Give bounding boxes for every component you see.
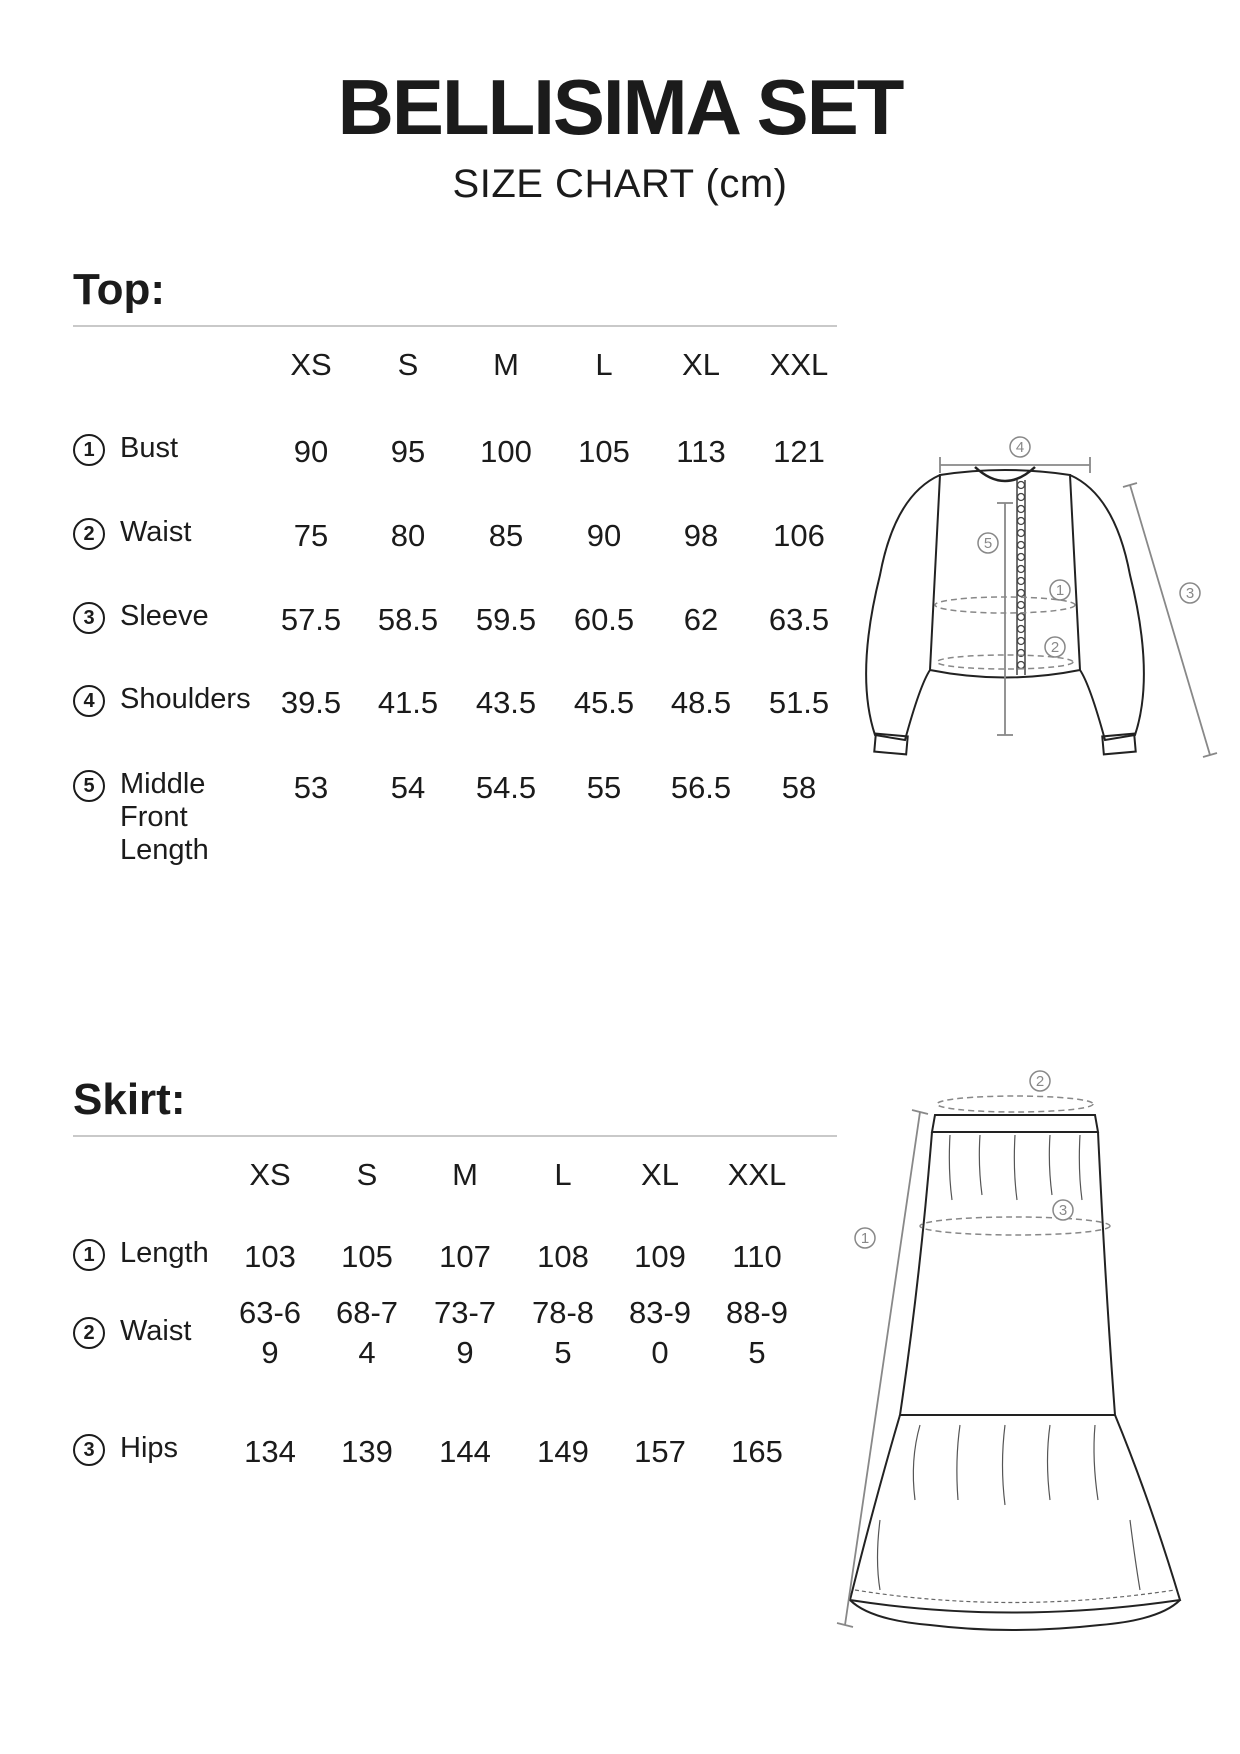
table-cell: 110 <box>732 1239 782 1274</box>
top-section-heading: Top: <box>73 265 166 314</box>
skirt-diagram <box>830 1060 1200 1650</box>
blouse-button <box>1018 494 1025 501</box>
table-cell: 134 <box>244 1434 296 1469</box>
blouse-button <box>1018 482 1025 489</box>
skirt-marker-1: 1 <box>860 1230 870 1247</box>
table-cell: 55 <box>586 770 622 805</box>
table-cell: 105 <box>578 434 630 469</box>
blouse-marker-1: 1 <box>1055 582 1065 599</box>
measurement-number-badge: 2 <box>73 1317 105 1349</box>
table-cell: 121 <box>773 434 825 469</box>
table-cell: 63.5 <box>768 602 830 637</box>
blouse-marker-4: 4 <box>1015 439 1025 456</box>
blouse-button <box>1018 590 1025 597</box>
blouse-button <box>1018 602 1025 609</box>
blouse-button <box>1018 638 1025 645</box>
measurement-label: Length <box>120 1237 209 1269</box>
table-cell: 100 <box>480 434 532 469</box>
table-cell: 57.5 <box>280 602 342 637</box>
table-cell: 88-95 <box>725 1295 789 1370</box>
blouse-button <box>1018 518 1025 525</box>
blouse-button <box>1018 554 1025 561</box>
measurement-number-badge: 1 <box>73 1239 105 1271</box>
skirt-marker-2: 2 <box>1035 1073 1045 1090</box>
measurement-number-badge: 1 <box>73 434 105 466</box>
blouse-button <box>1018 530 1025 537</box>
size-header-xxl: XXL <box>769 347 829 382</box>
table-cell: 139 <box>341 1434 393 1469</box>
measurement-number-badge: 5 <box>73 770 105 802</box>
table-cell: 83-90 <box>628 1295 692 1370</box>
blouse-diagram <box>845 435 1235 790</box>
table-cell: 95 <box>390 434 426 469</box>
table-cell: 53 <box>293 770 329 805</box>
table-cell: 58 <box>781 770 817 805</box>
measurement-label: Shoulders <box>120 683 251 715</box>
blouse-button <box>1018 578 1025 585</box>
size-header-xl: XL <box>682 347 720 382</box>
size-header-l: L <box>554 1157 572 1192</box>
table-cell: 48.5 <box>670 685 732 720</box>
table-cell: 54.5 <box>475 770 537 805</box>
measurement-number-badge: 3 <box>73 602 105 634</box>
measurement-number-badge: 3 <box>73 1434 105 1466</box>
table-cell: 109 <box>634 1239 686 1274</box>
size-header-l: L <box>595 347 613 382</box>
skirt-divider <box>73 1135 837 1137</box>
size-header-s: S <box>397 347 419 382</box>
size-header-xxl: XXL <box>727 1157 787 1192</box>
size-header-xs: XS <box>249 1157 291 1192</box>
table-cell: 80 <box>390 518 426 553</box>
table-cell: 51.5 <box>768 685 830 720</box>
measurement-label: Bust <box>120 432 179 464</box>
blouse-button <box>1018 542 1025 549</box>
blouse-illustration <box>845 435 1235 790</box>
size-header-xs: XS <box>290 347 332 382</box>
page-title: BELLISIMA SET <box>337 63 903 151</box>
blouse-marker-2: 2 <box>1050 639 1060 656</box>
size-header-s: S <box>356 1157 378 1192</box>
table-cell: 165 <box>731 1434 783 1469</box>
table-cell: 106 <box>773 518 825 553</box>
skirt-illustration <box>830 1060 1200 1650</box>
table-cell: 98 <box>683 518 719 553</box>
table-cell: 73-79 <box>433 1295 497 1370</box>
table-cell: 108 <box>537 1239 589 1274</box>
measurement-number-badge: 4 <box>73 685 105 717</box>
measurement-label: Sleeve <box>120 600 209 632</box>
blouse-button <box>1018 614 1025 621</box>
blouse-button <box>1018 662 1025 669</box>
table-cell: 59.5 <box>475 602 537 637</box>
table-cell: 90 <box>293 434 329 469</box>
page-subtitle: SIZE CHART (cm) <box>452 162 788 206</box>
table-cell: 149 <box>537 1434 589 1469</box>
size-header-m: M <box>452 1157 478 1192</box>
table-cell: 56.5 <box>670 770 732 805</box>
skirt-section-heading: Skirt: <box>73 1075 186 1124</box>
size-header-xl: XL <box>641 1157 679 1192</box>
table-cell: 78-85 <box>531 1295 595 1370</box>
table-cell: 105 <box>341 1239 393 1274</box>
table-cell: 90 <box>586 518 622 553</box>
blouse-button <box>1018 626 1025 633</box>
measurement-label: Hips <box>120 1432 179 1464</box>
table-cell: 144 <box>439 1434 491 1469</box>
skirt-marker-3: 3 <box>1058 1202 1068 1219</box>
table-cell: 58.5 <box>377 602 439 637</box>
table-cell: 39.5 <box>280 685 342 720</box>
size-header-m: M <box>493 347 519 382</box>
table-cell: 75 <box>293 518 329 553</box>
table-cell: 54 <box>390 770 426 805</box>
table-cell: 41.5 <box>377 685 439 720</box>
table-cell: 62 <box>683 602 719 637</box>
table-cell: 113 <box>676 434 726 469</box>
table-cell: 43.5 <box>475 685 537 720</box>
blouse-marker-5: 5 <box>983 535 993 552</box>
table-cell: 68-74 <box>335 1295 399 1370</box>
table-cell: 107 <box>439 1239 491 1274</box>
measurement-label: Waist <box>120 516 192 548</box>
table-cell: 103 <box>244 1239 296 1274</box>
measurement-number-badge: 2 <box>73 518 105 550</box>
table-cell: 45.5 <box>573 685 635 720</box>
measurement-label: Middle Front Length <box>120 768 209 866</box>
blouse-marker-3: 3 <box>1185 585 1195 602</box>
table-cell: 157 <box>634 1434 686 1469</box>
top-divider <box>73 325 837 327</box>
blouse-button <box>1018 566 1025 573</box>
blouse-button <box>1018 506 1025 513</box>
table-cell: 60.5 <box>573 602 635 637</box>
table-cell: 63-69 <box>238 1295 302 1370</box>
table-cell: 85 <box>488 518 524 553</box>
measurement-label: Waist <box>120 1315 192 1347</box>
